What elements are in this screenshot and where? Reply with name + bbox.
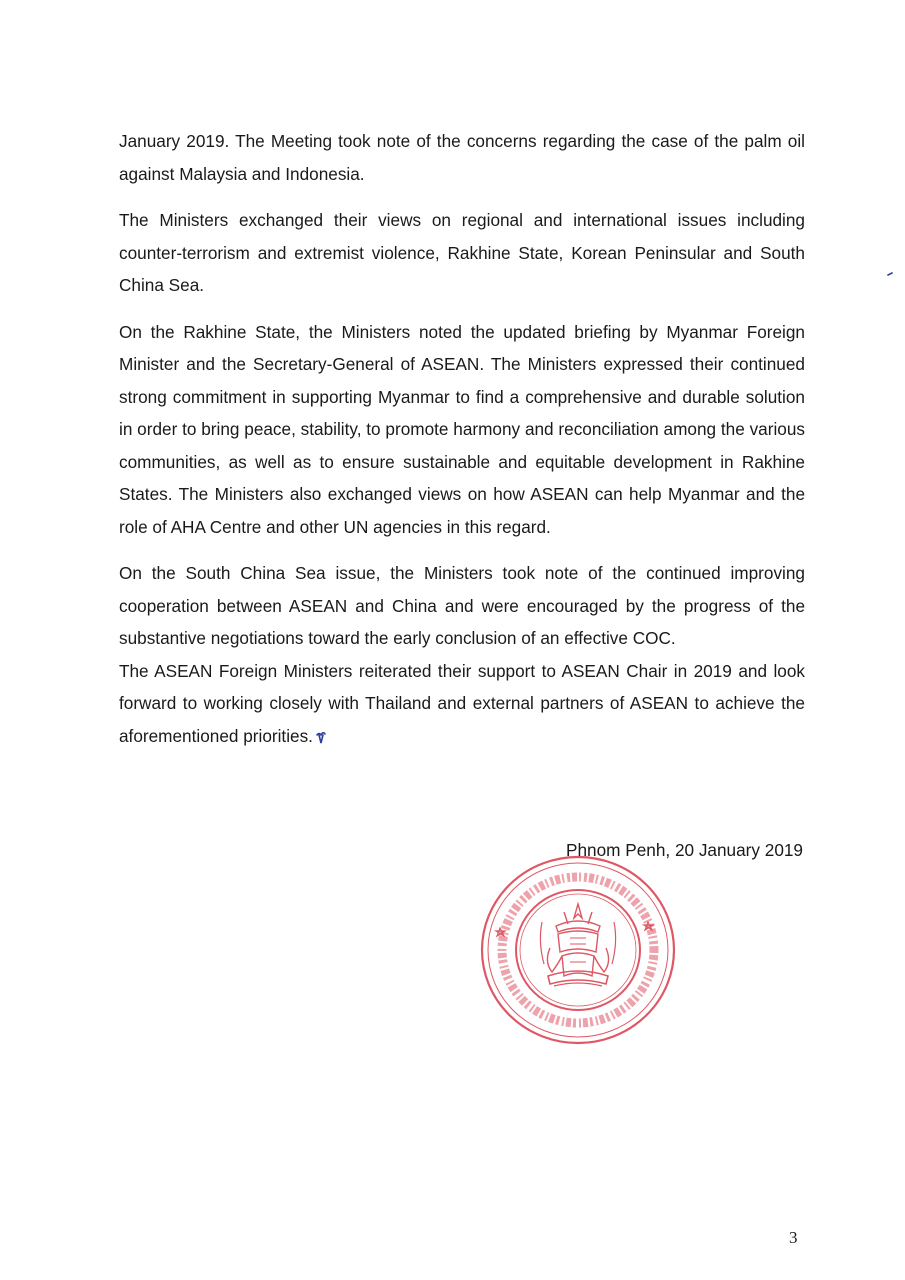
document-body: [119, 125, 805, 769]
paragraph-south-china-sea: On the South China Sea issue, the Ministers took note of the continued improving cooperation between ASEAN and China and were encouraged by the progress of the substantive negotiations toward the early conclusion of an effective COC.: [119, 563, 805, 648]
paragraph-regional-issues: The Ministers exchanged their views on regional and international issues including counter-terrorism and extremist violence, Rakhine State, Korean Peninsular and South China Sea.: [119, 210, 805, 295]
page-number: 3: [789, 1228, 798, 1247]
official-seal-icon: [478, 852, 678, 1048]
place-and-date: Phnom Penh, 20 January 2019: [566, 840, 803, 860]
paragraph-palm-oil: January 2019. The Meeting took note of the concerns regarding the case of the palm oil against Malaysia and Indonesia.: [119, 131, 805, 184]
paragraph-rakhine-state: On the Rakhine State, the Ministers noted the updated briefing by Myanmar Foreign Minister and the Secretary-General of ASEAN. The Ministers expressed their continued strong commitment in supporting Myanmar to find a comprehensive and durable solution in order to bring peace, stability, to promote harmony and reconciliation among the various communities, as well as to ensure sustainable and equitable development in Rakhine States. The Ministers also exchanged views on how ASEAN can help Myanmar and the role of AHA Centre and other UN agencies in this regard.: [119, 321, 805, 537]
paragraph-asean-chair-text: The ASEAN Foreign Ministers reiterated their support to ASEAN Chair in 2019 and look forward to working closely with Thailand and external partners of ASEAN to achieve the aforementioned priorities.: [119, 660, 805, 746]
initials-mark-icon: [315, 723, 327, 756]
ink-dot-icon: [887, 264, 893, 282]
paragraph-asean-chair: [119, 655, 805, 756]
